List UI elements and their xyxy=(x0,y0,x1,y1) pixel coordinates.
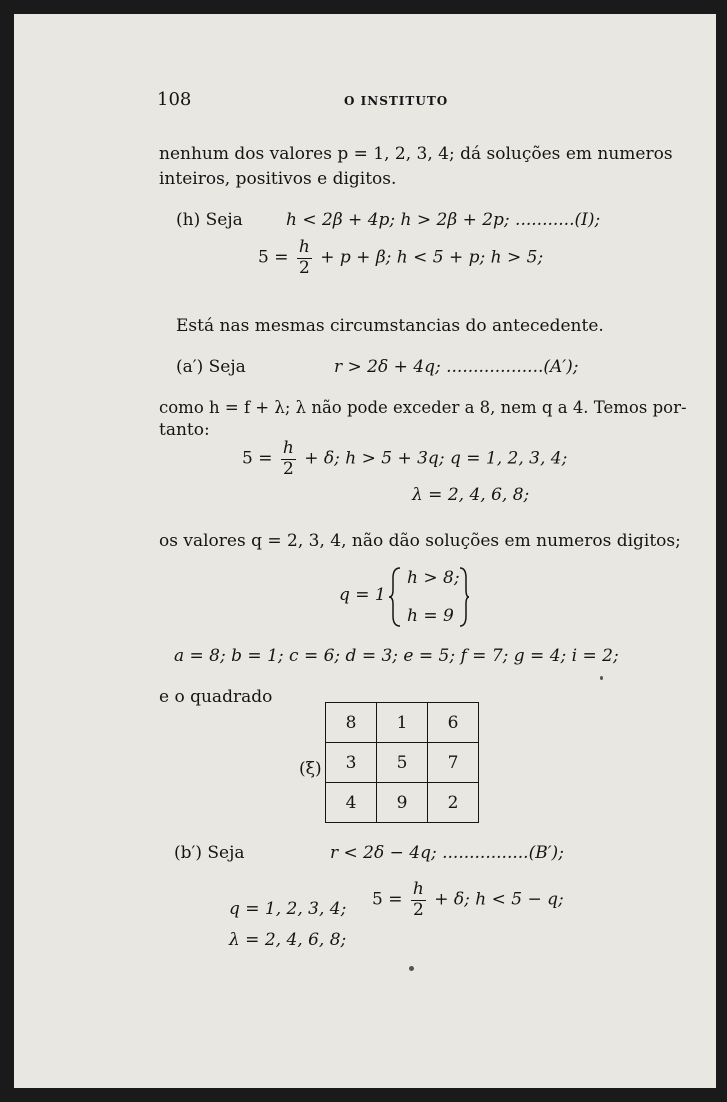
fraction-numerator: h xyxy=(282,438,294,458)
case-b-equation xyxy=(372,880,564,920)
equation-rhs: + p + β; h < 5 + p; h > 5; xyxy=(320,247,544,268)
fraction xyxy=(281,439,296,479)
ink-speck xyxy=(409,966,414,971)
fraction xyxy=(411,880,426,920)
remark: Está nas mesmas circumstancias do antecedente. xyxy=(176,316,604,336)
table-cell: 4 xyxy=(326,783,377,823)
fraction-numerator: h xyxy=(412,879,424,899)
table-row xyxy=(326,783,479,823)
case-b-label: (b′) Seja xyxy=(174,843,245,863)
table-row xyxy=(326,743,479,783)
equation-lhs: 5 = xyxy=(258,247,289,268)
equation-rhs: + δ; h > 5 + 3q; q = 1, 2, 3, 4; xyxy=(304,448,568,469)
table-cell: 2 xyxy=(428,783,479,823)
table-cell: 6 xyxy=(428,703,479,743)
fraction xyxy=(297,238,312,278)
right-brace xyxy=(458,566,470,628)
case-b-q-line: q = 1, 2, 3, 4; xyxy=(229,899,347,919)
table-cell: 7 xyxy=(428,743,479,783)
case-a-condition: r > 2δ + 4q; ..................(A′); xyxy=(334,357,579,377)
case-a-text-1: como h = f + λ; λ não pode exceder a 8, nem q a 4. Temos por- xyxy=(159,398,687,417)
case-h-equation xyxy=(258,238,543,278)
case-a-label: (a′) Seja xyxy=(176,357,246,377)
table-cell: 8 xyxy=(326,703,377,743)
case-a-equation xyxy=(242,439,567,479)
assignments: a = 8; b = 1; c = 6; d = 3; e = 5; f = 7; g = 4; i = 2; xyxy=(174,646,619,666)
equation-lhs: 5 = xyxy=(372,889,403,910)
case-b-lambda: λ = 2, 4, 6, 8; xyxy=(229,930,347,950)
book-page xyxy=(14,14,716,1088)
case-a-brace-bottom: h = 9 xyxy=(407,606,454,626)
table-cell: 5 xyxy=(377,743,428,783)
case-a-text-2: tanto: xyxy=(159,420,210,440)
running-title: O INSTITUTO xyxy=(344,94,449,108)
table-cell: 9 xyxy=(377,783,428,823)
case-a-lambda: λ = 2, 4, 6, 8; xyxy=(412,485,530,505)
case-b-condition: r < 2δ − 4q; ................(B′); xyxy=(330,843,564,863)
fraction-denominator: 2 xyxy=(281,459,296,480)
fraction-numerator: h xyxy=(298,237,310,257)
fraction-denominator: 2 xyxy=(297,258,312,279)
square-intro: e o quadrado xyxy=(159,687,273,707)
table-cell: 1 xyxy=(377,703,428,743)
case-h-condition: h < 2β + 4p; h > 2β + 2p; ...........(I); xyxy=(286,210,601,230)
case-a-q-value: q = 1 xyxy=(339,585,386,605)
case-a-brace-top: h > 8; xyxy=(407,568,460,588)
equation-rhs: + δ; h < 5 − q; xyxy=(434,889,564,910)
ink-speck xyxy=(600,676,603,680)
table-cell: 3 xyxy=(326,743,377,783)
table-row xyxy=(326,703,479,743)
left-brace xyxy=(388,566,402,628)
square-label: (ξ) xyxy=(299,759,322,779)
magic-square xyxy=(325,702,479,823)
intro-line-1: nenhum dos valores p = 1, 2, 3, 4; dá soluções em numeros xyxy=(159,144,673,164)
intro-line-2: inteiros, positivos e digitos. xyxy=(159,169,397,189)
case-h-label: (h) Seja xyxy=(176,210,243,230)
page-number: 108 xyxy=(157,89,192,110)
fraction-denominator: 2 xyxy=(411,900,426,921)
case-a-values: os valores q = 2, 3, 4, não dão soluções em numeros digitos; xyxy=(159,531,681,551)
equation-lhs: 5 = xyxy=(242,448,273,469)
